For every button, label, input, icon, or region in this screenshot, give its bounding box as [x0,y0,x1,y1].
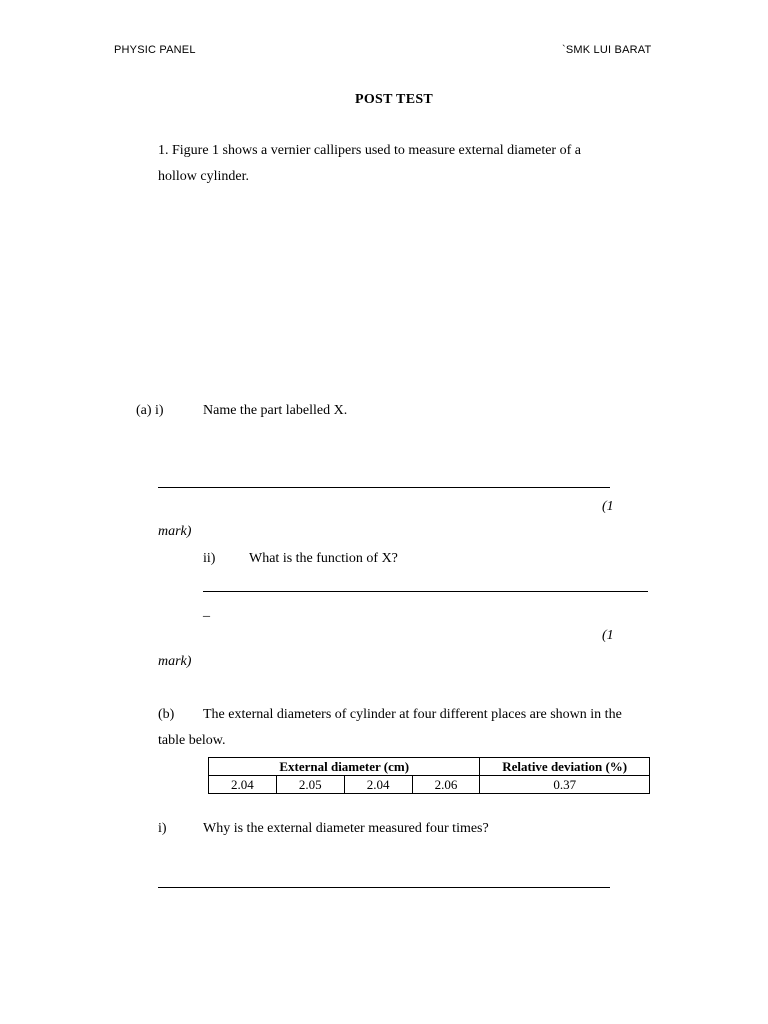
part-a-i-question: Name the part labelled X. [203,403,348,418]
table-cell-diameter-1: 2.04 [209,776,277,794]
question-1-line-1: 1. Figure 1 shows a vernier callipers used to measure external diameter of a [158,143,581,158]
mark-a-i-part1: (1 [602,499,614,514]
table-header-diameter: External diameter (cm) [209,758,480,776]
table-cell-diameter-3: 2.04 [344,776,412,794]
page-title: POST TEST [355,92,434,107]
table-row [209,776,650,794]
part-b-label: (b) [158,707,175,722]
part-a-ii-label: ii) [203,551,216,566]
answer-line-a-ii-dash: _ [203,604,210,619]
part-b-line-2: table below. [158,733,226,748]
part-b-i-label: i) [158,821,167,836]
answer-line-a-i[interactable] [158,487,610,488]
table-cell-deviation: 0.37 [480,776,650,794]
diameter-table [208,757,650,794]
question-1-line-2: hollow cylinder. [158,169,249,184]
part-b-i-question: Why is the external diameter measured four times? [203,821,489,836]
header-left: PHYSIC PANEL [114,44,196,56]
header-right: `SMK LUI BARAT [562,44,652,56]
answer-line-a-ii[interactable] [203,591,648,592]
table-header-row [209,758,650,776]
figure-1-area [158,195,648,385]
mark-a-ii-part1: (1 [602,628,614,643]
answer-line-b-i[interactable] [158,887,610,888]
part-a-i-label: (a) i) [136,403,164,418]
part-a-ii-question: What is the function of X? [249,551,398,566]
table-cell-diameter-2: 2.05 [276,776,344,794]
mark-a-i-part2: mark) [158,524,192,539]
mark-a-ii-part2: mark) [158,654,192,669]
part-b-line-1: The external diameters of cylinder at four different places are shown in the [203,707,622,722]
table-cell-diameter-4: 2.06 [412,776,480,794]
table-header-deviation: Relative deviation (%) [480,758,650,776]
